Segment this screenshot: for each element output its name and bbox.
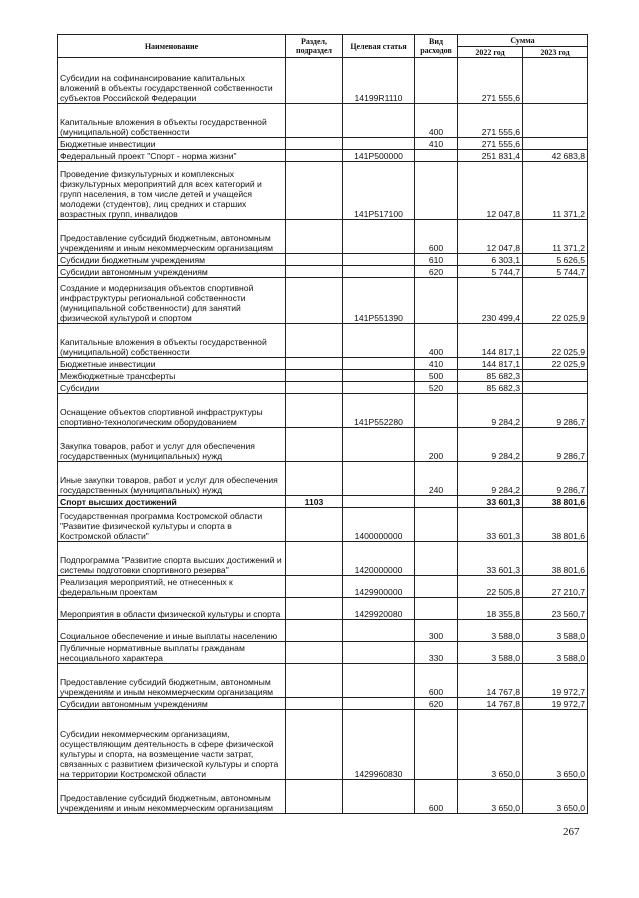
- row-target-cell: [343, 266, 415, 278]
- row-target-cell: 1400000000: [343, 508, 415, 542]
- row-section-cell: [286, 324, 343, 358]
- row-sum-2023-cell: [523, 138, 588, 150]
- row-name-cell: Социальное обеспечение и иные выплаты населению: [58, 620, 286, 642]
- row-section-cell: [286, 278, 343, 324]
- row-sum-2022-cell: 12 047,8: [458, 162, 523, 220]
- row-sum-2022-cell: 22 505,8: [458, 576, 523, 598]
- row-section-cell: [286, 598, 343, 620]
- row-type-cell: 410: [415, 138, 458, 150]
- row-name-cell: Предоставление субсидий бюджетным, автономным учреждениям и иным некоммерческим организациям: [58, 780, 286, 814]
- row-sum-2023-cell: 23 560,7: [523, 598, 588, 620]
- row-section-cell: 1103: [286, 496, 343, 508]
- row-section-cell: [286, 780, 343, 814]
- row-name-cell: Мероприятия в области физической культуры и спорта: [58, 598, 286, 620]
- table-row: [58, 58, 588, 104]
- row-type-cell: 620: [415, 698, 458, 710]
- table-row: [58, 780, 588, 814]
- row-section-cell: [286, 254, 343, 266]
- row-target-cell: [343, 370, 415, 382]
- row-sum-2023-cell: [523, 104, 588, 138]
- header-sum: Сумма: [458, 35, 588, 47]
- row-target-cell: [343, 138, 415, 150]
- row-name-cell: Субсидии бюджетным учреждениям: [58, 254, 286, 266]
- row-target-cell: 141P552280: [343, 394, 415, 428]
- header-name: Наименование: [58, 35, 286, 58]
- row-target-cell: [343, 642, 415, 664]
- row-name-cell: Межбюджетные трансферты: [58, 370, 286, 382]
- row-type-cell: [415, 278, 458, 324]
- row-type-cell: 520: [415, 382, 458, 394]
- row-name-cell: Иные закупки товаров, работ и услуг для обеспечения государственных (муниципальных) нужд: [58, 462, 286, 496]
- row-sum-2023-cell: 9 286,7: [523, 394, 588, 428]
- row-section-cell: [286, 358, 343, 370]
- row-sum-2022-cell: 9 284,2: [458, 394, 523, 428]
- row-sum-2023-cell: 19 972,7: [523, 698, 588, 710]
- row-sum-2022-cell: 3 588,0: [458, 620, 523, 642]
- row-sum-2022-cell: 251 831,4: [458, 150, 523, 162]
- table-row: [58, 496, 588, 508]
- row-sum-2022-cell: 9 284,2: [458, 428, 523, 462]
- header-section: Раздел, подраздел: [286, 35, 343, 58]
- row-type-cell: [415, 162, 458, 220]
- row-target-cell: [343, 358, 415, 370]
- row-type-cell: [415, 394, 458, 428]
- row-type-cell: [415, 576, 458, 598]
- row-section-cell: [286, 394, 343, 428]
- row-target-cell: [343, 428, 415, 462]
- row-type-cell: 400: [415, 324, 458, 358]
- row-name-cell: Закупка товаров, работ и услуг для обеспечения государственных (муниципальных) нужд: [58, 428, 286, 462]
- row-sum-2023-cell: 3 650,0: [523, 780, 588, 814]
- row-type-cell: 200: [415, 428, 458, 462]
- table-row: [58, 162, 588, 220]
- row-section-cell: [286, 162, 343, 220]
- table-row: [58, 324, 588, 358]
- table-row: [58, 220, 588, 254]
- row-section-cell: [286, 150, 343, 162]
- row-type-cell: 500: [415, 370, 458, 382]
- row-section-cell: [286, 220, 343, 254]
- row-type-cell: [415, 710, 458, 780]
- row-target-cell: [343, 462, 415, 496]
- row-sum-2022-cell: 3 650,0: [458, 780, 523, 814]
- row-name-cell: Капитальные вложения в объекты государственной (муниципальной) собственности: [58, 324, 286, 358]
- row-name-cell: Капитальные вложения в объекты государственной (муниципальной) собственности: [58, 104, 286, 138]
- table-row: [58, 428, 588, 462]
- row-target-cell: 14199R1110: [343, 58, 415, 104]
- table-row: [58, 462, 588, 496]
- row-name-cell: Бюджетные инвестиции: [58, 138, 286, 150]
- row-section-cell: [286, 104, 343, 138]
- row-name-cell: Подпрограмма "Развитие спорта высших достижений и системы подготовки спортивного резерва": [58, 542, 286, 576]
- table-row: [58, 394, 588, 428]
- header-target: Целевая статья: [343, 35, 415, 58]
- table-row: [58, 642, 588, 664]
- row-target-cell: [343, 254, 415, 266]
- row-sum-2022-cell: 144 817,1: [458, 324, 523, 358]
- table-row: [58, 358, 588, 370]
- row-name-cell: Проведение физкультурных и комплексных физкультурных мероприятий для всех категорий и групп населения, в том числе детей и учащейся молодежи (студентов), лиц средних и старших возрастных групп, инвалидов: [58, 162, 286, 220]
- row-type-cell: [415, 508, 458, 542]
- row-sum-2022-cell: 85 682,3: [458, 370, 523, 382]
- table-row: [58, 150, 588, 162]
- row-sum-2023-cell: 11 371,2: [523, 220, 588, 254]
- row-sum-2022-cell: 271 555,6: [458, 138, 523, 150]
- row-target-cell: 141P500000: [343, 150, 415, 162]
- row-type-cell: 410: [415, 358, 458, 370]
- row-type-cell: [415, 150, 458, 162]
- row-target-cell: 1429960830: [343, 710, 415, 780]
- row-section-cell: [286, 428, 343, 462]
- row-sum-2022-cell: 6 303,1: [458, 254, 523, 266]
- row-sum-2022-cell: 33 601,3: [458, 496, 523, 508]
- row-section-cell: [286, 642, 343, 664]
- row-target-cell: [343, 780, 415, 814]
- row-type-cell: [415, 496, 458, 508]
- row-section-cell: [286, 266, 343, 278]
- table-row: [58, 370, 588, 382]
- row-section-cell: [286, 664, 343, 698]
- row-sum-2023-cell: 3 650,0: [523, 710, 588, 780]
- row-sum-2022-cell: 3 588,0: [458, 642, 523, 664]
- row-section-cell: [286, 698, 343, 710]
- row-sum-2022-cell: 3 650,0: [458, 710, 523, 780]
- row-sum-2022-cell: 85 682,3: [458, 382, 523, 394]
- row-name-cell: Субсидии на софинансирование капитальных вложений в объекты государственной собственности субъектов Российской Федерации: [58, 58, 286, 104]
- row-type-cell: 600: [415, 664, 458, 698]
- row-name-cell: Создание и модернизация объектов спортивной инфраструктуры региональной собственности (муниципальной собственности) для занятий физической культурой и спортом: [58, 278, 286, 324]
- row-section-cell: [286, 710, 343, 780]
- table-row: [58, 576, 588, 598]
- table-row: [58, 254, 588, 266]
- row-sum-2023-cell: 11 371,2: [523, 162, 588, 220]
- row-sum-2023-cell: [523, 370, 588, 382]
- row-sum-2023-cell: 9 286,7: [523, 428, 588, 462]
- row-target-cell: [343, 324, 415, 358]
- page-number: 267: [563, 826, 580, 838]
- row-sum-2023-cell: 5 626,5: [523, 254, 588, 266]
- row-target-cell: [343, 496, 415, 508]
- row-sum-2023-cell: 19 972,7: [523, 664, 588, 698]
- row-sum-2022-cell: 271 555,6: [458, 58, 523, 104]
- table-row: [58, 598, 588, 620]
- row-target-cell: 141P517100: [343, 162, 415, 220]
- row-name-cell: Бюджетные инвестиции: [58, 358, 286, 370]
- row-sum-2023-cell: 38 801,6: [523, 542, 588, 576]
- row-type-cell: [415, 58, 458, 104]
- row-sum-2022-cell: 5 744,7: [458, 266, 523, 278]
- row-section-cell: [286, 370, 343, 382]
- row-name-cell: Публичные нормативные выплаты гражданам несоциального характера: [58, 642, 286, 664]
- table-row: [58, 104, 588, 138]
- row-type-cell: 600: [415, 220, 458, 254]
- row-name-cell: Предоставление субсидий бюджетным, автономным учреждениям и иным некоммерческим организациям: [58, 664, 286, 698]
- row-name-cell: Субсидии некоммерческим организациям, осуществляющим деятельность в сфере физической культуры и спорта, на возмещение части затрат, связанных с развитием физической культуры и спорта на территории Костромской области: [58, 710, 286, 780]
- row-section-cell: [286, 542, 343, 576]
- row-sum-2023-cell: 22 025,9: [523, 278, 588, 324]
- header-year-2023: 2023 год: [523, 47, 588, 58]
- row-name-cell: Государственная программа Костромской области "Развитие физической культуры и спорта в Костромской области": [58, 508, 286, 542]
- header-year-2022: 2022 год: [458, 47, 523, 58]
- table-row: [58, 266, 588, 278]
- table-row: [58, 620, 588, 642]
- row-target-cell: [343, 220, 415, 254]
- row-name-cell: Федеральный проект "Спорт - норма жизни": [58, 150, 286, 162]
- row-sum-2023-cell: 9 286,7: [523, 462, 588, 496]
- table-row: [58, 542, 588, 576]
- row-sum-2023-cell: [523, 58, 588, 104]
- header-type: Вид расходов: [415, 35, 458, 58]
- row-name-cell: Реализация мероприятий, не отнесенных к федеральным проектам: [58, 576, 286, 598]
- row-type-cell: [415, 542, 458, 576]
- row-target-cell: 1420000000: [343, 542, 415, 576]
- table-row: [58, 382, 588, 394]
- row-sum-2022-cell: 12 047,8: [458, 220, 523, 254]
- budget-table-sheet: [57, 34, 587, 814]
- row-target-cell: [343, 382, 415, 394]
- row-name-cell: Субсидии автономным учреждениям: [58, 266, 286, 278]
- row-name-cell: Субсидии автономным учреждениям: [58, 698, 286, 710]
- row-type-cell: [415, 598, 458, 620]
- row-type-cell: 610: [415, 254, 458, 266]
- row-section-cell: [286, 138, 343, 150]
- row-section-cell: [286, 382, 343, 394]
- row-sum-2023-cell: [523, 382, 588, 394]
- row-target-cell: 1429920080: [343, 598, 415, 620]
- row-name-cell: Предоставление субсидий бюджетным, автономным учреждениям и иным некоммерческим организациям: [58, 220, 286, 254]
- row-section-cell: [286, 576, 343, 598]
- row-type-cell: 330: [415, 642, 458, 664]
- row-sum-2022-cell: 14 767,8: [458, 664, 523, 698]
- table-row: [58, 508, 588, 542]
- row-section-cell: [286, 620, 343, 642]
- row-target-cell: 141P551390: [343, 278, 415, 324]
- row-sum-2022-cell: 33 601,3: [458, 508, 523, 542]
- row-sum-2022-cell: 14 767,8: [458, 698, 523, 710]
- row-type-cell: 240: [415, 462, 458, 496]
- row-section-cell: [286, 508, 343, 542]
- row-sum-2023-cell: 22 025,9: [523, 358, 588, 370]
- row-sum-2022-cell: 230 499,4: [458, 278, 523, 324]
- row-target-cell: [343, 664, 415, 698]
- table-row: [58, 710, 588, 780]
- row-name-cell: Спорт высших достижений: [58, 496, 286, 508]
- row-sum-2023-cell: 42 683,8: [523, 150, 588, 162]
- row-target-cell: [343, 620, 415, 642]
- row-target-cell: [343, 698, 415, 710]
- row-sum-2023-cell: 38 801,6: [523, 496, 588, 508]
- table-row: [58, 278, 588, 324]
- row-type-cell: 400: [415, 104, 458, 138]
- row-section-cell: [286, 462, 343, 496]
- row-type-cell: 300: [415, 620, 458, 642]
- row-sum-2023-cell: 22 025,9: [523, 324, 588, 358]
- row-sum-2023-cell: 3 588,0: [523, 620, 588, 642]
- row-sum-2022-cell: 9 284,2: [458, 462, 523, 496]
- row-sum-2023-cell: 38 801,6: [523, 508, 588, 542]
- row-sum-2022-cell: 33 601,3: [458, 542, 523, 576]
- row-name-cell: Оснащение объектов спортивной инфраструктуры спортивно-технологическим оборудованием: [58, 394, 286, 428]
- row-type-cell: 620: [415, 266, 458, 278]
- row-type-cell: 600: [415, 780, 458, 814]
- table-row: [58, 698, 588, 710]
- row-sum-2022-cell: 18 355,8: [458, 598, 523, 620]
- table-body: [58, 58, 588, 814]
- row-target-cell: [343, 104, 415, 138]
- row-sum-2023-cell: 27 210,7: [523, 576, 588, 598]
- row-sum-2022-cell: 271 555,6: [458, 104, 523, 138]
- row-target-cell: 1429900000: [343, 576, 415, 598]
- row-sum-2023-cell: 5 744,7: [523, 266, 588, 278]
- table-row: [58, 138, 588, 150]
- row-name-cell: Субсидии: [58, 382, 286, 394]
- row-section-cell: [286, 58, 343, 104]
- budget-table: [57, 34, 588, 814]
- row-sum-2023-cell: 3 588,0: [523, 642, 588, 664]
- table-row: [58, 664, 588, 698]
- row-sum-2022-cell: 144 817,1: [458, 358, 523, 370]
